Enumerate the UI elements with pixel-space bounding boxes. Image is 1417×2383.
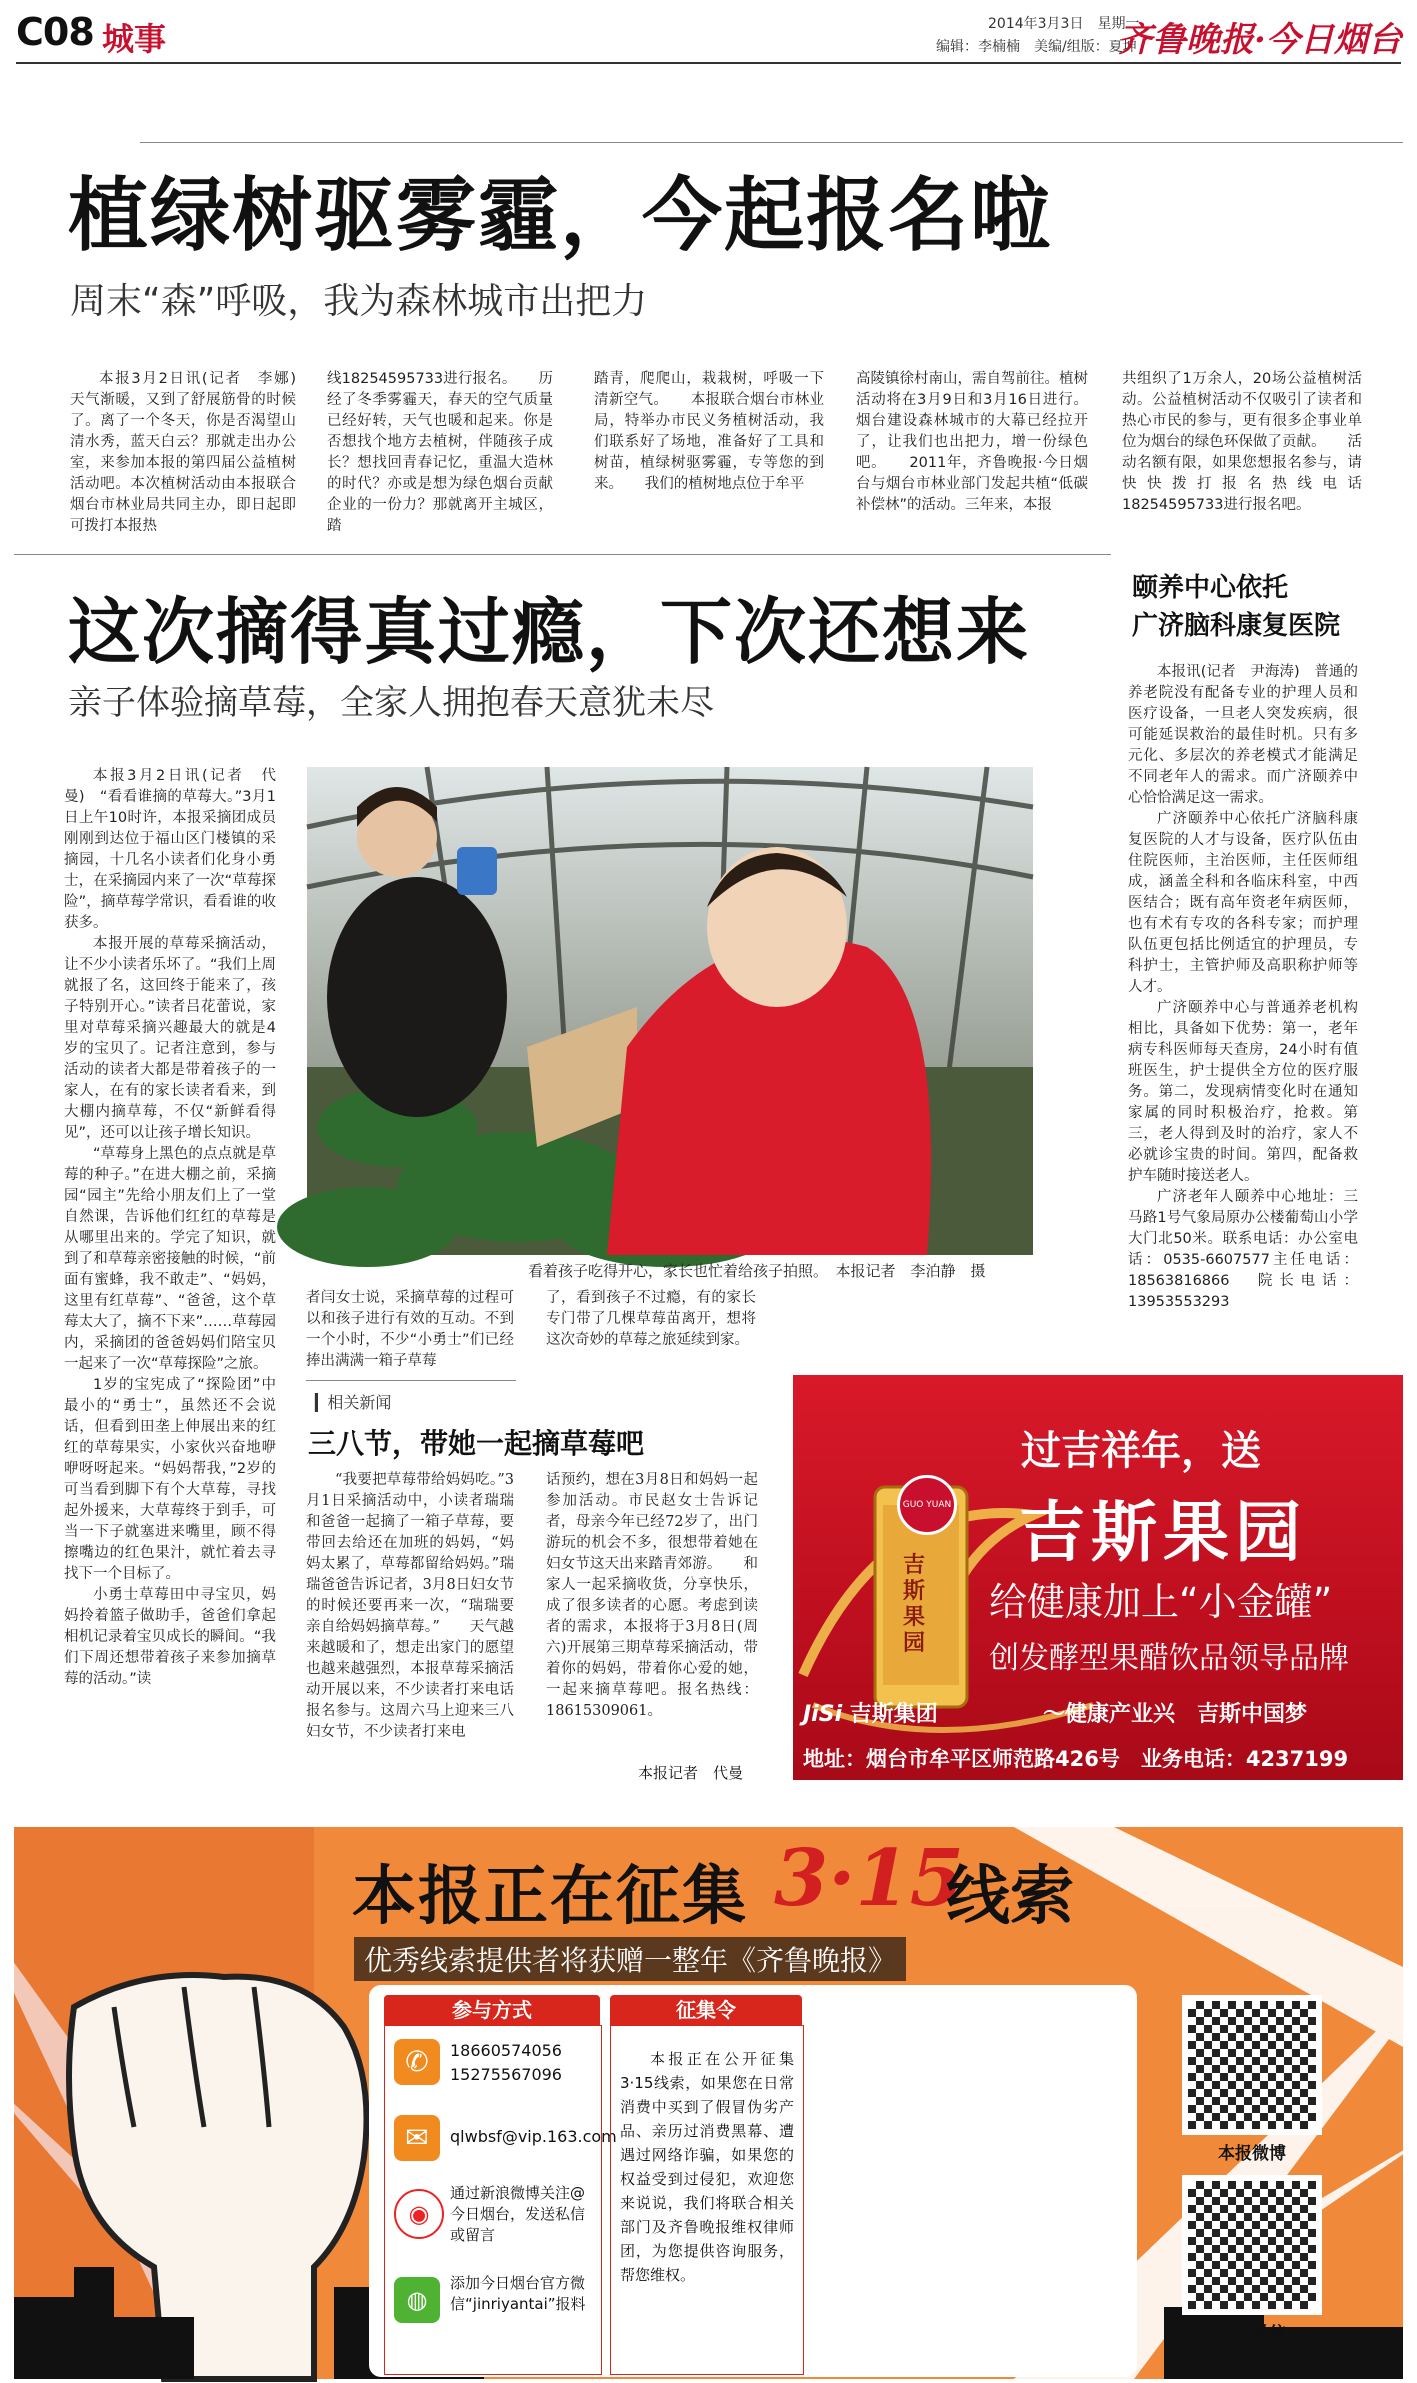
call-body: 本报正在公开征集3·15线索，如果您在日常消费中买到了假冒伪劣产品、亲历过消费黑幕、遭遇过网络诈骗，如果您的权益受到过侵犯，欢迎您来说说，我们将联合相关部门及齐鲁晚报维权律师团，为您提供咨询服务，帮您维权。 <box>620 2050 794 2284</box>
header-rule <box>16 62 1401 64</box>
sidebar-title-2: 广济脑科康复医院 <box>1132 611 1341 641</box>
story1-column-5: 共组织了1万余人，20场公益植树活动。公益植树活动不仅吸引了读者和热心市民的参与，更有很多企事业单位为烟台的绿色环保做了贡献。 活动名额有限，如果您想报名参与，请快快拨打报名热线电话18254595733进行报名吧。 <box>1122 371 1362 513</box>
photo-caption: 看着孩子吃得开心，家长也忙着给孩子拍照。 本报记者 李泊静 摄 <box>528 1262 986 1280</box>
consumer-tips-ad <box>14 1827 1403 2379</box>
wechat-qr-code <box>1182 2175 1322 2315</box>
weibo-icon: ◉ <box>394 2189 444 2239</box>
ad-slogan-3: 创发酵型果醋饮品领导品牌 <box>989 1641 1349 1676</box>
ad-slogan-1: 过吉祥年，送 <box>1021 1428 1261 1474</box>
ad-address: 地址：烟台市牟平区师范路426号 业务电话：4237199 <box>803 1747 1349 1771</box>
ad-slogan-2: 给健康加上“小金罐” <box>989 1580 1333 1624</box>
story1-headline: 植绿树驱雾霾，今起报名啦 <box>68 169 1052 262</box>
related-column-1: “我要把草莓带给妈妈吃。”3月1日采摘活动中，小读者瑞瑞和爸爸一起摘了一箱子草莓，要带回去给还在加班的妈妈，“妈妈太累了，草莓都留给妈妈。”瑞瑞爸爸告诉记者，3月8日妇女节的时候还要再来一次，“瑞瑞要亲自给妈妈摘草莓。” 天气越来越暖和了，想走出家门的愿望也越来越强烈，本报草莓采摘活动开展以来，不少读者打来电话报名参与。这周六马上迎来三八妇女节，不少读者打来电 <box>306 1472 514 1740</box>
sidebar-body: 本报讯(记者 尹海涛) 普通的养老院没有配备专业的护理人员和医疗设备，一旦老人突发疾病，很可能延误救治的最佳时机。只有多元化、多层次的养老模式才能满足不同老年人的需求。而广济颐养中心恰恰满足这一需求。 广济颐养中心依托广济脑科康复医院的人才与设备，医疗队伍由住院医师，主治医师，主任医师组成，涵盖全科和各临床科室，中西医结合；既有高年资老年病医师，也有术有专攻的各科专家；而护理队伍更包括比例适宜的护理员，专科护士，主管护师及高职称护师等人才。 广济颐养中心与普通养老机构相比，具备如下优势：第一，老年病专科医师每天查房，24小时有值班医生，护士提供全方位的医疗服务。第二，发现病情变化时在通知家属的同时积极治疗，抢救。第三，老人得到及时的治疗，家人不必就诊宝贵的时间。第四，配备救护车随时接送老人。 广济老年人颐养中心地址：三马路1号气象局原办公楼葡萄山小学大门北50米。联系电话：办公室电话：0535-6607577主任电话：18563816866 院长电话：13953553293 <box>1128 664 1358 1310</box>
story2-subhead: 亲子体验摘草莓，全家人拥抱春天意犹未尽 <box>68 683 714 723</box>
story1-column-2: 线18254595733进行报名。 历经了冬季雾霾天，春天的空气质量已经好转，天气也暖和起来。你是否想找个地方去植树，伴随孩子成长？想找回青春记忆，重温大造林的时代？亦或是想为绿色烟台贡献企业的一份力？那就离开主城区，踏 <box>327 371 553 534</box>
related-news-title: 三八节，带她一起摘草莓吧 <box>308 1427 645 1460</box>
ad-logo-badge: GUO YUAN <box>897 1475 957 1535</box>
story2-continued-1: 者闫女士说，采摘草莓的过程可以和孩子进行有效的互动。不到一个小时，不少“小勇士”们已经捧出满满一箱子草莓 <box>306 1290 514 1369</box>
divider <box>306 1380 516 1381</box>
story2-headline: 这次摘得真过瘾，下次还想来 <box>68 590 1031 674</box>
ad-group-name: JiSi 吉斯集团 <box>803 1702 938 1727</box>
editors-line: 编辑：李楠楠 美编/组版：夏坤 <box>936 39 1137 55</box>
can-label: 吉斯果园 <box>902 1553 925 1656</box>
ad2-title-part-b: 线索 <box>946 1860 1074 1934</box>
phone-icon: ✆ <box>394 2039 440 2085</box>
email-address: qlwbsf@vip.163.com <box>450 2127 617 2146</box>
ad2-title-part-a: 本报正在征集 <box>352 1860 748 1934</box>
phone-numbers: 18660574056 15275567096 <box>450 2041 562 2084</box>
page-number: C08 <box>16 10 94 54</box>
ad2-title-number: 3·15 <box>774 1833 964 1924</box>
story2-continued-2: 了，看到孩子不过瘾，有的家长专门带了几棵草莓苗离开，想将这次奇妙的草莓之旅延续到家。 <box>546 1290 756 1348</box>
ad-brand-name: 吉斯果园 <box>1019 1494 1307 1571</box>
call-title: 征集令 <box>610 1995 802 2025</box>
masthead: 齐鲁晚报·今日烟台 <box>1118 20 1402 60</box>
divider <box>14 554 1111 555</box>
related-news-tag: ▎相关新闻 <box>315 1393 392 1412</box>
how-to-title: 参与方式 <box>384 1995 600 2025</box>
sidebar-title-1: 颐养中心依托 <box>1132 573 1289 603</box>
story1-column-3: 踏青，爬爬山，栽栽树，呼吸一下清新空气。 本报联合烟台市林业局，特举办市民义务植树活动，我们联系好了场地，准备好了工具和树苗，植绿树驱雾霾，专等您的到来。 我们的植树地点位于牟平 <box>594 371 824 492</box>
email-icon: ✉ <box>394 2115 440 2161</box>
wechat-instructions: 添加今日烟台官方微信“jinriyantai”报料 <box>450 2274 586 2313</box>
ad2-subtitle: 优秀线索提供者将获赠一整年《齐鲁晚报》 <box>354 1937 906 1981</box>
section-title: 城事 <box>102 20 167 58</box>
related-byline: 本报记者 代曼 <box>638 1764 744 1782</box>
story1-column-4: 高陵镇徐村南山，需自驾前往。植树活动将在3月9日和3月16日进行。烟台建设森林城市的大幕已经拉开了，让我们也出把力，增一份绿色吧。 2011年，齐鲁晚报·今日烟台与烟台市林业部门发起共植“低碳补偿林”的活动。三年来，本报 <box>856 371 1088 513</box>
divider <box>140 142 1403 143</box>
story2-column-1: 本报3月2日讯(记者 代曼) “看看谁摘的草莓大。”3月1日上午10时许，本报采摘团成员刚刚到达位于福山区门楼镇的采摘园，十几名小读者们化身小勇士，在采摘园内来了一次“草莓探险”，摘草莓学常识，看看谁的收获多。 本报开展的草莓采摘活动，让不少小读者乐坏了。“我们上周就报了名，这回终于能来了，孩子特别开心。”读者吕花蕾说，家里对草莓采摘兴趣最大的就是4岁的宝贝了。记者注意到，参与活动的读者大都是带着孩子的一家人，在有的家长读者看来，到大棚内摘草莓，不仅“新鲜看得见”，还可以让孩子增长知识。 “草莓身上黑色的点点就是草莓的种子。”在进大棚之前，采摘园“园主”先给小朋友们上了一堂自然课，告诉他们红红的草莓是从哪里出来的。学完了知识，就到了和草莓亲密接触的时候，“前面有蜜蜂，我不敢走”、“妈妈，这里有红草莓”、“爸爸，这个草莓太大了，摘不下来”……草莓园内，采摘团的爸爸妈妈们陪宝贝一起来了一次“草莓探险”之旅。 1岁的宝宪成了“探险团”中最小的“勇士”，虽然还不会说话，但看到田垄上伸展出来的红红的草莓果实，小家伙兴奋地咿咿呀呀起来。“妈妈帮我，”2岁的可当看到脚下有个大草莓，寻找起外援来，大草莓终于到手，可当一下子就塞进来嘴里，顾不得擦嘴边的红色果汁，就忙着去寻找下一个目标了。 小勇士草莓田中寻宝贝，妈妈拎着篮子做助手，爸爸们拿起相机记录着宝贝成长的瞬间。“我们下周还想带着孩子来参加摘草莓的活动。”读 <box>64 768 276 1687</box>
weibo-instructions: 通过新浪微博关注@今日烟台，发送私信或留言 <box>450 2184 586 2244</box>
issue-date: 2014年3月3日 星期一 <box>988 16 1140 32</box>
weibo-qr-code <box>1182 1995 1322 2135</box>
related-column-2: 话预约，想在3月8日和妈妈一起参加活动。市民赵女士告诉记者，母亲今年已经72岁了，出门游玩的机会不多，很想带着她在妇女节这天出来踏青郊游。 和家人一起采摘收货，分享快乐，成了很多读者的心愿。考虑到读者的需求，本报将于3月8日(周六)开展第三期草莓采摘活动，带着你的妈妈，带着你心爱的她，一起来摘草莓吧。报名热线：18615309061。 <box>546 1472 758 1719</box>
jisi-orchard-ad <box>793 1375 1403 1780</box>
story1-subhead: 周末“森”呼吸，我为森林城市出把力 <box>70 281 648 322</box>
weibo-qr-label: 本报微博 <box>1218 2144 1286 2164</box>
strawberry-picking-photo <box>307 767 1033 1255</box>
story1-column-1: 本报3月2日讯(记者 李娜) 天气渐暖，又到了舒展筋骨的时候了。离了一个冬天，你是否渴望山清水秀，蓝天白云？那就走出办公室，来参加本报的第四届公益植树活动吧。本次植树活动由本报联合烟台市林业局共同主办，即日起即可拨打本报热 <box>70 371 311 534</box>
wechat-qr-label: 本报微信 <box>1218 2324 1286 2344</box>
ad-tagline: ～健康产业兴 吉斯中国梦 <box>1043 1702 1308 1727</box>
wechat-icon: ◍ <box>394 2277 440 2323</box>
